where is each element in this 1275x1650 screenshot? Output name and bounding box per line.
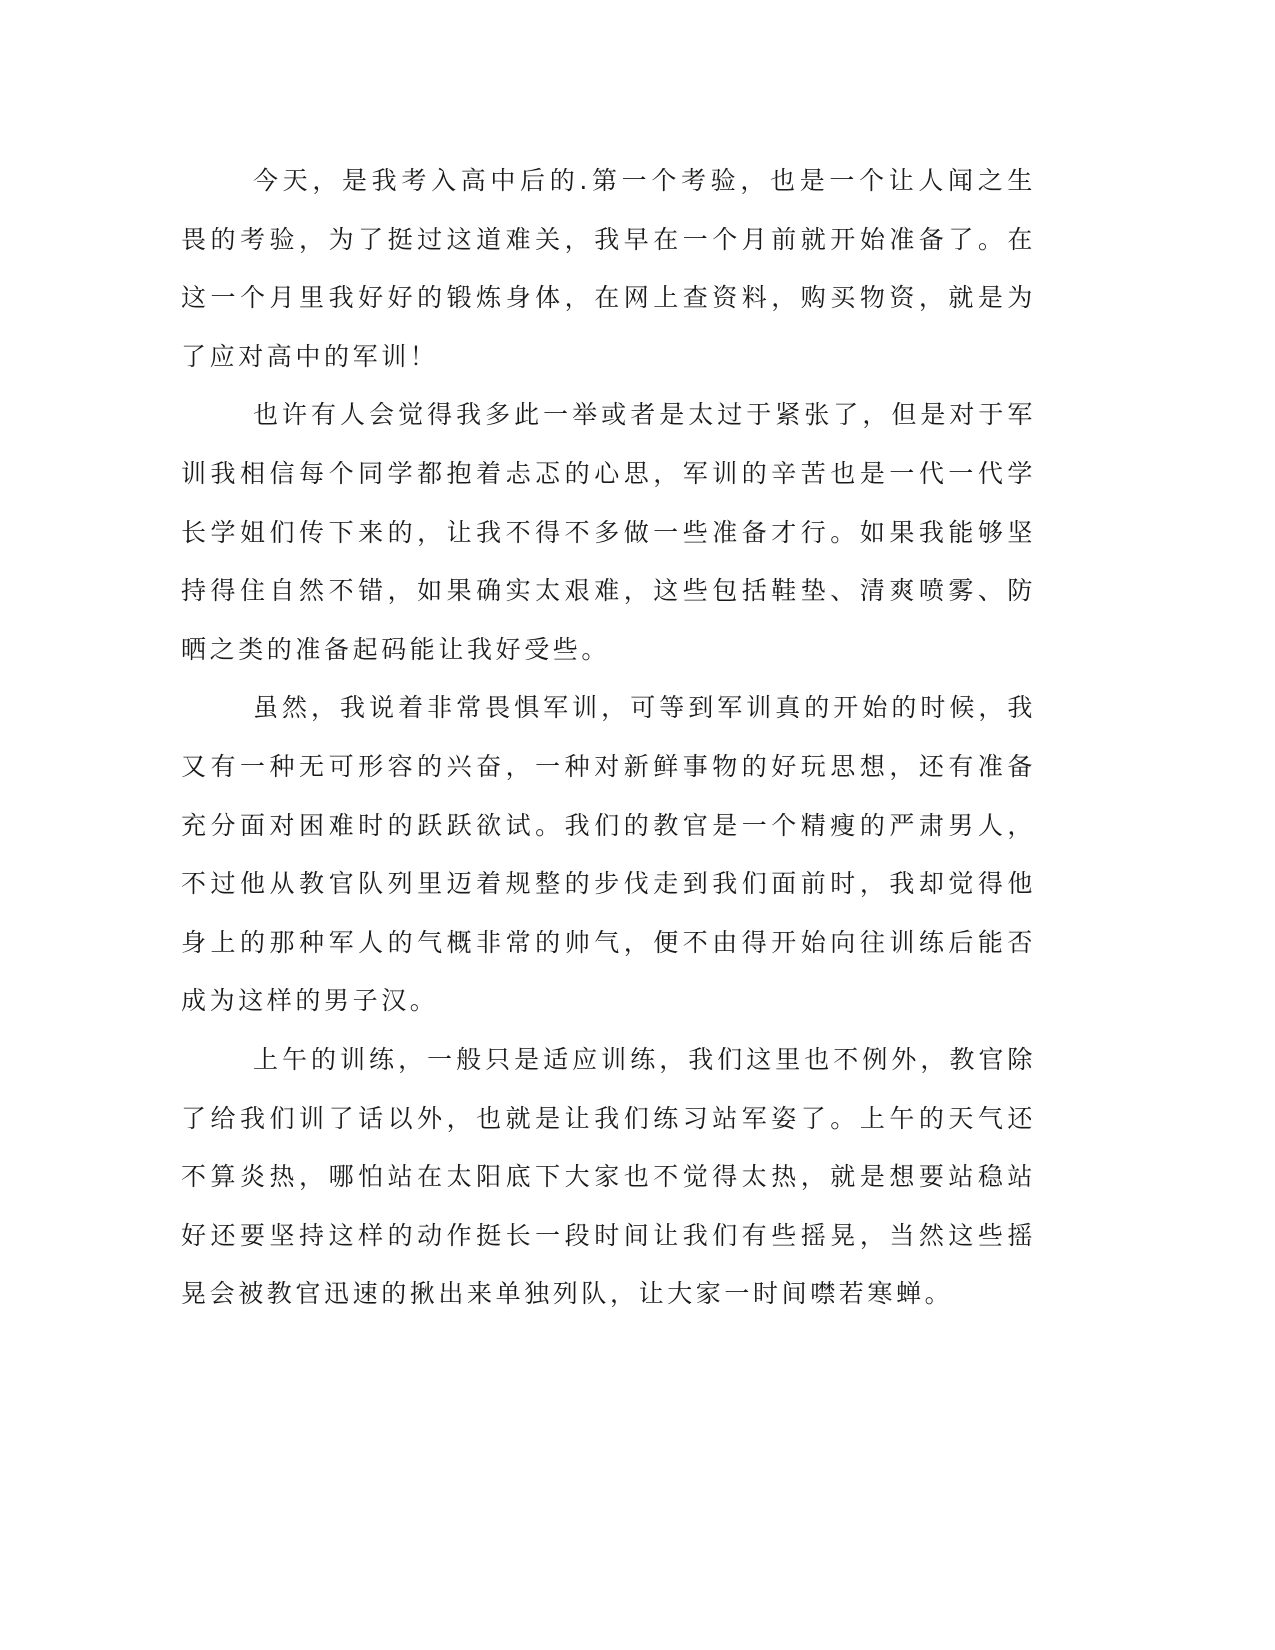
paragraph-3: 虽然，我说着非常畏惧军训，可等到军训真的开始的时候，我又有一种无可形容的兴奋，一种对新鲜事物的好玩思想，还有准备充分面对困难时的跃跃欲试。我们的教官是一个精瘦的严肃男人，不过他从教官队列里迈着规整的步伐走到我们面前时，我却觉得他身上的那种军人的气概非常的帅气，便不由得开始向往训练后能否成为这样的男子汉。 (181, 693, 1036, 1016)
paragraph-4: 上午的训练，一般只是适应训练，我们这里也不例外，教官除了给我们训了话以外，也就是让我们练习站军姿了。上午的天气还不算炎热，哪怕站在太阳底下大家也不觉得太热，就是想要站稳站好还要坚持这样的动作挺长一段时间让我们有些摇晃，当然这些摇晃会被教官迅速的揪出来单独列队，让大家一时间噤若寒蝉。 (181, 1044, 1036, 1309)
document-body (181, 152, 1036, 1324)
paragraph-1: 今天，是我考入高中后的.第一个考验，也是一个让人闻之生畏的考验，为了挺过这道难关，我早在一个月前就开始准备了。在这一个月里我好好的锻炼身体，在网上查资料，购买物资，就是为了应对高中的军训！ (181, 166, 1036, 371)
paragraph-2: 也许有人会觉得我多此一举或者是太过于紧张了，但是对于军训我相信每个同学都抱着忐忑的心思，军训的辛苦也是一代一代学长学姐们传下来的，让我不得不多做一些准备才行。如果我能够坚持得住自然不错，如果确实太艰难，这些包括鞋垫、清爽喷雾、防晒之类的准备起码能让我好受些。 (181, 400, 1036, 664)
